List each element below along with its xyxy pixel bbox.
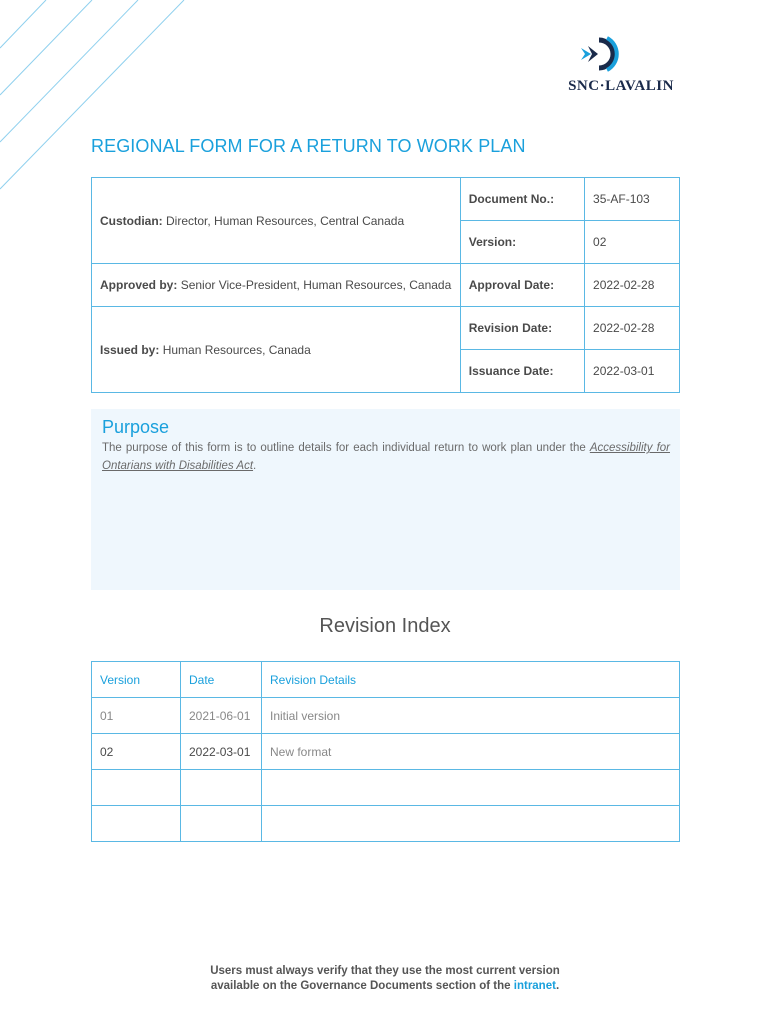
page-title: REGIONAL FORM FOR A RETURN TO WORK PLAN	[91, 136, 526, 156]
revision-version: 02	[92, 734, 181, 770]
table-row	[92, 806, 680, 842]
version-value: 02	[585, 221, 680, 264]
aoda-link[interactable]: Accessibility for Ontarians with Disabilities Act	[102, 442, 670, 472]
revision-header-row	[92, 662, 680, 698]
approved-cell	[92, 264, 461, 307]
purpose-text	[102, 439, 670, 475]
revision-date: 2022-03-01	[181, 734, 262, 770]
revision-date-label: Revision Date:	[460, 307, 584, 350]
logo-mark-icon	[555, 36, 687, 76]
revision-details	[262, 806, 680, 842]
document-no-value: 35-AF-103	[585, 178, 680, 221]
issuance-date-value: 2022-03-01	[585, 350, 680, 393]
revision-header-details: Revision Details	[262, 662, 680, 698]
footer-notice	[0, 964, 770, 994]
purpose-heading: Purpose	[102, 417, 170, 437]
logo-text: SNC·LAVALIN	[568, 78, 674, 94]
intranet-link[interactable]: intranet	[513, 980, 556, 992]
footer-line-2-text: available on the Governance Documents section of the	[210, 980, 514, 992]
approved-value: Senior Vice-President, Human Resources, Canada	[180, 278, 452, 292]
revision-date	[181, 770, 262, 806]
document-info-table	[91, 177, 680, 393]
revision-header-version: Version	[92, 662, 181, 698]
custodian-label: Custodian:	[100, 213, 163, 228]
revision-index-heading: Revision Index	[319, 615, 451, 637]
document-no-label: Document No.:	[460, 178, 584, 221]
revision-version	[92, 806, 181, 842]
approval-date-label: Approval Date:	[460, 264, 584, 307]
revision-details	[262, 770, 680, 806]
revision-version: 01	[92, 698, 181, 734]
table-row	[92, 698, 680, 734]
purpose-text-end: .	[253, 460, 257, 472]
purpose-section	[91, 409, 680, 590]
company-logo	[555, 36, 687, 98]
issued-cell	[92, 307, 461, 393]
footer-line-2	[0, 979, 770, 994]
table-row	[92, 734, 680, 770]
footer-line-2-end: .	[555, 980, 560, 992]
revision-header-date: Date	[181, 662, 262, 698]
revision-details: Initial version	[262, 698, 680, 734]
decorative-diagonal-lines	[0, 0, 200, 200]
custodian-value: Director, Human Resources, Central Canada	[166, 213, 405, 228]
revision-details: New format	[262, 734, 680, 770]
table-row	[92, 770, 680, 806]
revision-date: 2021-06-01	[181, 698, 262, 734]
revision-date-value: 2022-02-28	[585, 307, 680, 350]
version-label: Version:	[460, 221, 584, 264]
custodian-cell	[92, 178, 461, 264]
revision-version	[92, 770, 181, 806]
approval-date-value: 2022-02-28	[585, 264, 680, 307]
issued-label: Issued by:	[100, 342, 160, 357]
issuance-date-label: Issuance Date:	[460, 350, 584, 393]
issued-value: Human Resources, Canada	[162, 342, 311, 357]
footer-line-1: Users must always verify that they use the most current version	[210, 965, 560, 977]
revision-date	[181, 806, 262, 842]
revision-index-table	[91, 661, 680, 842]
approved-label: Approved by:	[100, 278, 178, 292]
purpose-text-intro: The purpose of this form is to outline details for each individual return to work plan under the	[102, 442, 590, 454]
